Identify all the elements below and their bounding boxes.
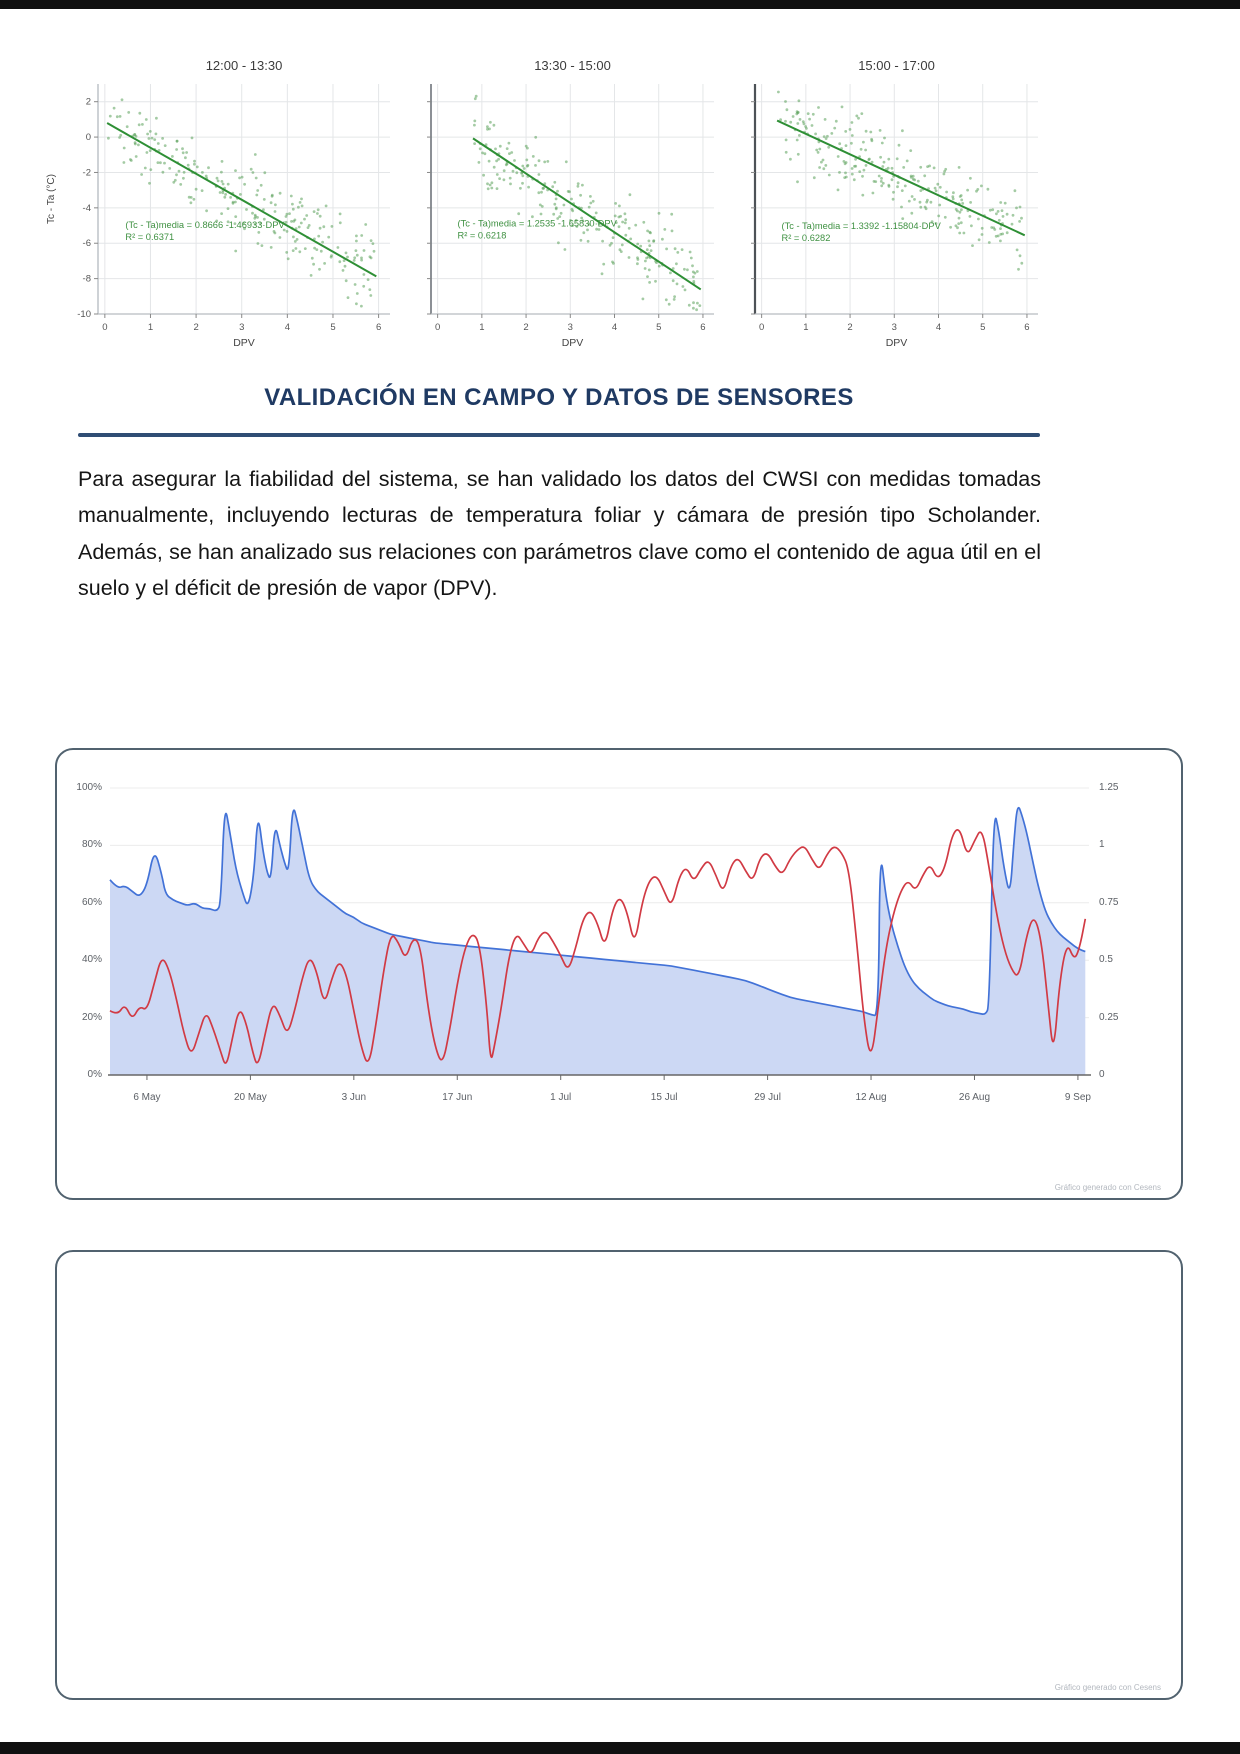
svg-text:DPV: DPV bbox=[885, 337, 908, 349]
left-axis-tick-label: 0% bbox=[87, 1069, 102, 1080]
scan-edge-top bbox=[0, 0, 1240, 9]
svg-text:1: 1 bbox=[803, 322, 809, 333]
svg-text:(Tc - Ta)media = 1.3392 -1.158: (Tc - Ta)media = 1.3392 -1.15804·DPV bbox=[781, 221, 941, 232]
svg-text:0: 0 bbox=[85, 132, 91, 144]
scatter-canvas bbox=[42, 78, 400, 356]
left-axis-tick-label: 40% bbox=[81, 954, 102, 966]
x-axis-tick-label: 26 Aug bbox=[958, 1092, 991, 1103]
left-axis-tick-label: 100% bbox=[76, 782, 102, 793]
svg-text:5: 5 bbox=[980, 322, 986, 333]
svg-text:Tc - Ta (°C): Tc - Ta (°C) bbox=[46, 174, 57, 224]
x-axis-tick-label: 12 Aug bbox=[855, 1092, 887, 1103]
svg-text:4: 4 bbox=[611, 322, 618, 333]
left-axis-tick-label: 60% bbox=[81, 896, 102, 908]
scatter-figure bbox=[42, 58, 1082, 358]
timeseries-chart-season[interactable] bbox=[57, 750, 1181, 1198]
svg-text:1: 1 bbox=[479, 322, 485, 333]
chart-watermark: Gráfico generado con Cesens bbox=[1054, 1183, 1161, 1192]
scatter-plot-midday bbox=[42, 58, 400, 358]
scatter-plot-afternoon bbox=[418, 58, 724, 358]
chart-watermark: Gráfico generado con Cesens bbox=[1054, 1683, 1161, 1692]
sensor-chart-card-daily bbox=[55, 1250, 1183, 1700]
section-heading: VALIDACIÓN EN CAMPO Y DATOS DE SENSORES bbox=[264, 384, 854, 411]
svg-text:0: 0 bbox=[758, 322, 765, 333]
svg-text:-8: -8 bbox=[82, 273, 91, 285]
right-axis-tick-label: 0 bbox=[1099, 1069, 1105, 1080]
left-axis-tick-label: 80% bbox=[81, 839, 102, 851]
svg-text:-2: -2 bbox=[82, 167, 91, 179]
right-axis-tick-label: 1.25 bbox=[1099, 782, 1119, 793]
sensor-chart-card-season bbox=[55, 748, 1183, 1200]
svg-text:2: 2 bbox=[85, 96, 91, 108]
svg-text:5: 5 bbox=[656, 322, 662, 333]
svg-text:3: 3 bbox=[891, 322, 897, 333]
svg-text:DPV: DPV bbox=[233, 337, 255, 349]
scatter-title: 15:00 - 17:00 bbox=[858, 58, 935, 73]
svg-text:2: 2 bbox=[847, 322, 853, 333]
svg-text:(Tc - Ta)media = 0.8666 -1.469: (Tc - Ta)media = 0.8666 -1.46933·DPV bbox=[125, 220, 285, 231]
timeseries-chart-daily[interactable] bbox=[57, 1252, 1181, 1698]
scatter-title: 13:30 - 15:00 bbox=[534, 58, 611, 73]
right-axis-tick-label: 0.75 bbox=[1099, 896, 1119, 908]
x-axis-tick-label: 20 May bbox=[233, 1092, 267, 1103]
x-axis-tick-label: 3 Jun bbox=[341, 1092, 367, 1103]
right-axis-tick-label: 1 bbox=[1099, 839, 1105, 851]
x-axis-tick-label: 15 Jul bbox=[650, 1092, 678, 1103]
svg-text:3: 3 bbox=[567, 322, 573, 333]
svg-text:1: 1 bbox=[147, 322, 154, 333]
x-axis-tick-label: 17 Jun bbox=[442, 1092, 473, 1103]
svg-text:4: 4 bbox=[284, 322, 290, 333]
svg-text:(Tc - Ta)media = 1.2535 -1.658: (Tc - Ta)media = 1.2535 -1.65830·DPV bbox=[457, 218, 617, 229]
right-axis-tick-label: 0.5 bbox=[1099, 954, 1113, 966]
svg-text:R² = 0.6218: R² = 0.6218 bbox=[457, 230, 507, 241]
scatter-plot-evening bbox=[742, 58, 1048, 358]
x-axis-tick-label: 1 Jul bbox=[550, 1092, 572, 1103]
x-axis-tick-label: 29 Jul bbox=[754, 1092, 781, 1103]
x-axis-tick-label: 9 Sep bbox=[1064, 1092, 1091, 1103]
svg-text:-10: -10 bbox=[77, 309, 91, 320]
body-paragraph: Para asegurar la fiabilidad del sistema, se han validado los datos del CWSI con medidas tomadas manualmente, incluyendo lecturas de temperatura foliar y cámara de presión tipo Scholander. Además, se han analizado sus relaciones con parámetros clave como el contenido de agua útil en el suelo y el déficit de presión de vapor (DPV). bbox=[78, 467, 1041, 601]
svg-text:4: 4 bbox=[935, 322, 942, 333]
svg-text:R² = 0.6371: R² = 0.6371 bbox=[125, 232, 175, 243]
svg-text:6: 6 bbox=[375, 322, 382, 333]
svg-text:6: 6 bbox=[700, 322, 706, 333]
svg-text:2: 2 bbox=[523, 322, 529, 333]
svg-text:6: 6 bbox=[1024, 322, 1030, 333]
svg-text:0: 0 bbox=[434, 322, 441, 333]
svg-text:-4: -4 bbox=[82, 202, 91, 214]
scatter-title: 12:00 - 13:30 bbox=[205, 58, 283, 73]
x-axis-tick-label: 6 May bbox=[133, 1092, 161, 1103]
svg-text:-6: -6 bbox=[82, 238, 91, 250]
left-axis-tick-label: 20% bbox=[81, 1011, 102, 1023]
svg-text:DPV: DPV bbox=[561, 337, 584, 349]
scatter-canvas bbox=[418, 78, 724, 356]
svg-text:3: 3 bbox=[239, 322, 245, 333]
svg-text:R² = 0.6282: R² = 0.6282 bbox=[781, 233, 831, 244]
svg-text:5: 5 bbox=[330, 322, 336, 333]
right-axis-tick-label: 0.25 bbox=[1099, 1011, 1119, 1023]
heading-rule bbox=[78, 433, 1040, 437]
svg-text:2: 2 bbox=[193, 322, 199, 333]
scatter-canvas bbox=[742, 78, 1048, 356]
svg-text:0: 0 bbox=[102, 322, 108, 333]
scan-edge-bottom bbox=[0, 1742, 1240, 1754]
